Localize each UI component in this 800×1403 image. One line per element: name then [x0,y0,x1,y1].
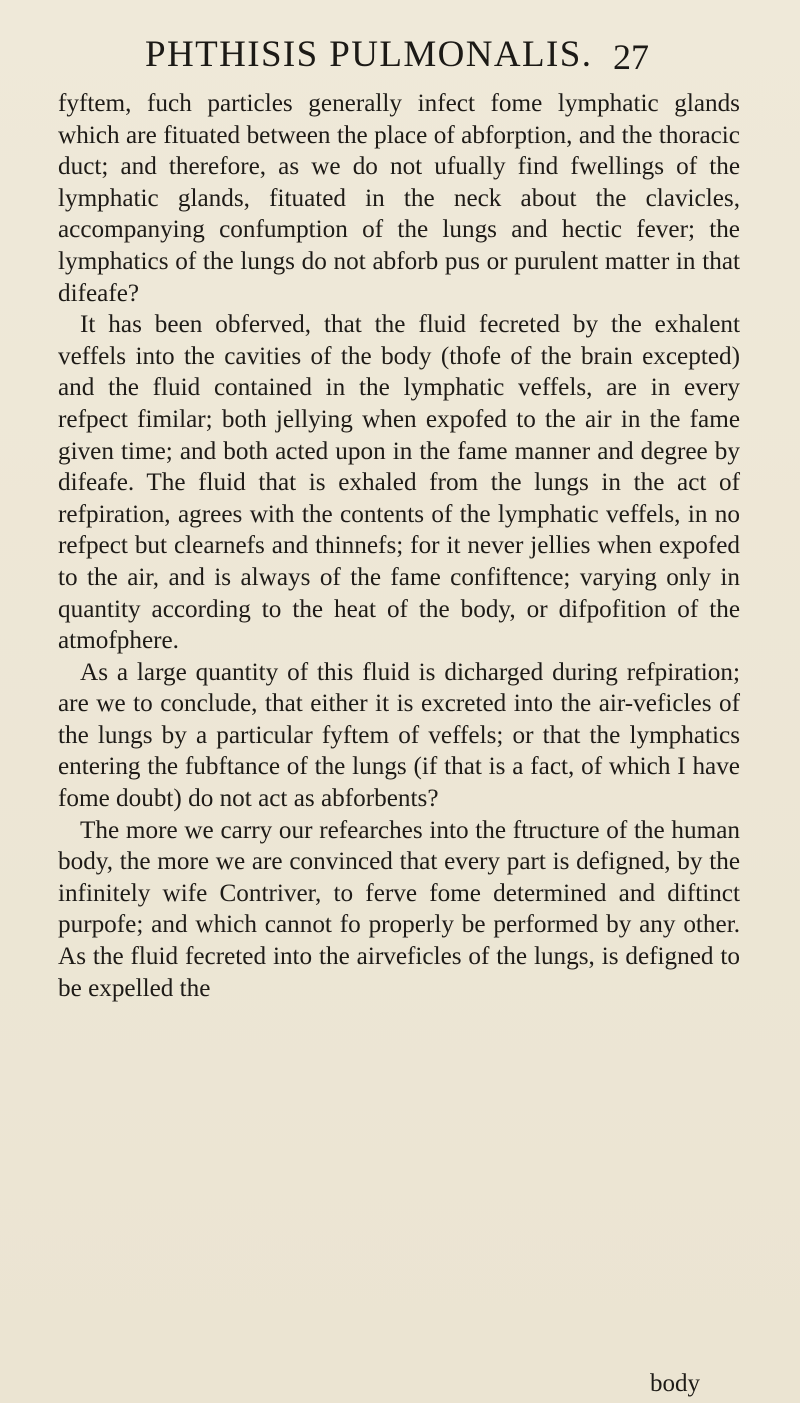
page-header [145,30,649,80]
paragraph: The more we carry our refearches into the ftructure of the human body, the more we are convinced that every part is defigned, by the infinitely wife Contriver, to ferve fome determined and diftinct purpofe; and which cannot fo properly be performed by any other. As the fluid fecreted into the airveficles of the lungs, is defigned to be expelled the [58,816,740,1002]
catchword: body [650,1370,700,1397]
paragraph: fyftem, fuch particles generally infect fome lymphatic glands which are fituated between the place of abforption, and the thoracic duct; and therefore, as we do not ufually find fwellings of the lymphatic glands, fituated in the neck about the clavicles, accompanying confumption of the lungs and hectic fever; the lymphatics of the lungs do not abforb pus or purulent matter in that difeafe? [58,90,740,307]
paragraph: As a large quantity of this fluid is dicharged during refpiration; are we to conclude, that either it is excreted into the air-veficles of the lungs by a particular fyftem of veffels; or that the lymphatics entering the fubftance of the lungs (if that is a fact, of which I have fome doubt) do not act as abforbents? [58,658,740,813]
paragraph: It has been obferved, that the fluid fecreted by the exhalent veffels into the cavities of the body (thofe of the brain excepted) and the fluid contained in the lymphatic veffels, are in every refpect fimilar; both jellying when expofed to the air in the fame given time; and both acted upon in the fame manner and degree by difeafe. The fluid that is exhaled from the lungs in the act of refpiration, agrees with the contents of the lymphatic veffels, in no refpect but clearnefs and thinnefs; for it never jellies when expofed to the air, and is always of the fame confiftence; varying only in quantity according to the heat of the body, or difpofition of the atmofphere. [58,311,740,655]
page-number: 27 [613,37,649,77]
running-head: PHTHISIS PULMONALIS. [145,34,593,75]
body-text [58,88,740,1004]
